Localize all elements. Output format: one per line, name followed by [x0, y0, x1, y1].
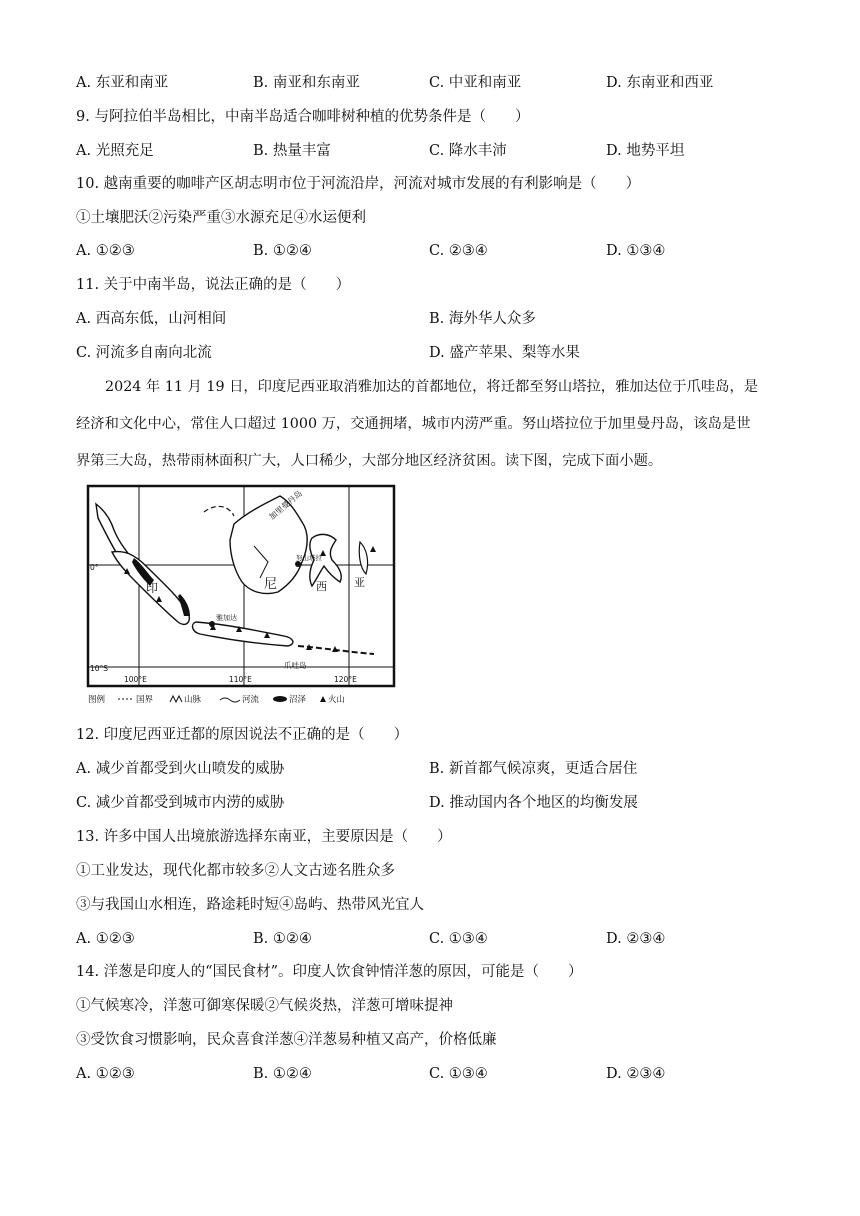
passage-line-2: 经济和文化中心，常住人口超过 1000 万，交通拥堵，城市内涝严重。努山塔拉位于加里曼丹岛，该岛是世 — [76, 416, 751, 432]
map-label-kalimantan: 加里曼丹岛 — [267, 488, 304, 522]
q8-option-c[interactable]: C. 中亚和南亚 — [429, 75, 522, 91]
q14-option-d[interactable]: D. ②③④ — [606, 1066, 666, 1082]
q9-stem: 9. 与阿拉伯半岛相比，中南半岛适合咖啡树种植的优势条件是（ ） — [76, 109, 530, 125]
q12-stem: 12. 印度尼西亚迁都的原因说法不正确的是（ ） — [76, 727, 409, 743]
map-label-lat0: 0° — [90, 563, 99, 572]
q10-option-d[interactable]: D. ①③④ — [606, 243, 666, 259]
q14-option-a[interactable]: A. ①②③ — [76, 1066, 135, 1082]
q13-items-1: ①工业发达，现代化都市较多②人文古迹名胜众多 — [76, 863, 395, 879]
q13-option-b[interactable]: B. ①②④ — [253, 931, 312, 947]
legend-volcano: 火山 — [328, 695, 346, 705]
q11-option-c[interactable]: C. 河流多自南向北流 — [76, 345, 212, 361]
q9-option-d[interactable]: D. 地势平坦 — [606, 143, 685, 159]
passage — [76, 369, 784, 480]
map-label-lon100: 100°E — [124, 675, 147, 684]
q13-option-a[interactable]: A. ①②③ — [76, 931, 135, 947]
q14-options — [76, 1064, 776, 1084]
map-label-jakarta: 雅加达 — [216, 614, 237, 622]
map-label-ya: 亚 — [354, 576, 365, 589]
legend-mountain: 山脉 — [184, 695, 202, 705]
passage-line-1: 2024 年 11 月 19 日，印度尼西亚取消雅加达的首都地位，将迁都至努山塔拉，雅加达位于爪哇岛，是 — [105, 379, 759, 395]
q10-option-a[interactable]: A. ①②③ — [76, 243, 135, 259]
q10-option-b[interactable]: B. ①②④ — [253, 243, 312, 259]
q12-option-d[interactable]: D. 推动国内各个地区的均衡发展 — [429, 795, 638, 811]
legend-river-icon — [220, 698, 240, 702]
q12-option-c[interactable]: C. 减少首都受到城市内涝的威胁 — [76, 795, 285, 811]
q14-option-c[interactable]: C. ①③④ — [429, 1066, 488, 1082]
q13-items-2: ③与我国山水相连，路途耗时短④岛屿、热带风光宜人 — [76, 897, 424, 913]
map-label-lon120: 120°E — [334, 675, 357, 684]
map-label-nusantara: 努山塔拉 — [296, 554, 322, 562]
q12-option-a[interactable]: A. 减少首都受到火山喷发的威胁 — [76, 761, 285, 777]
q9-option-c[interactable]: C. 降水丰沛 — [429, 143, 507, 159]
q11-stem: 11. 关于中南半岛，说法正确的是（ ） — [76, 277, 351, 293]
q11-option-d[interactable]: D. 盛产苹果、梨等水果 — [429, 345, 580, 361]
q8-options — [76, 73, 776, 93]
legend-border: 国界 — [136, 695, 154, 705]
q11-option-b[interactable]: B. 海外华人众多 — [429, 311, 536, 327]
passage-line-3: 界第三大岛，热带雨林面积广大，人口稀少，大部分地区经济贫困。读下图，完成下面小题。 — [76, 453, 663, 469]
legend-volcano-icon — [320, 696, 326, 702]
legend-swamp: 沼泽 — [289, 695, 307, 705]
q12-options-row2 — [76, 793, 776, 813]
legend-swamp-icon — [273, 696, 287, 702]
q14-items-1: ①气候寒冷，洋葱可御寒保暖②气候炎热，洋葱可增味提神 — [76, 998, 453, 1014]
q10-option-c[interactable]: C. ②③④ — [429, 243, 488, 259]
q8-option-a[interactable]: A. 东亚和南亚 — [76, 75, 169, 91]
q14-items-2: ③受饮食习惯影响，民众喜食洋葱④洋葱易种植又高产，价格低廉 — [76, 1032, 497, 1048]
q9-option-b[interactable]: B. 热量丰富 — [253, 143, 331, 159]
q12-option-b[interactable]: B. 新首都气候凉爽，更适合居住 — [429, 761, 638, 777]
legend-river: 河流 — [242, 695, 260, 705]
map-label-xi: 西 — [316, 580, 327, 593]
q10-options — [76, 241, 776, 261]
indonesia-map — [84, 482, 402, 710]
legend-mountain-icon — [170, 696, 182, 702]
q13-option-c[interactable]: C. ①③④ — [429, 931, 488, 947]
map-legend — [88, 694, 345, 705]
jakarta-marker — [209, 621, 215, 627]
q9-options — [76, 141, 776, 161]
q10-stem: 10. 越南重要的咖啡产区胡志明市位于河流沿岸，河流对城市发展的有利影响是（ ） — [76, 176, 641, 192]
legend-title: 图例 — [88, 695, 106, 705]
q14-stem: 14. 洋葱是印度人的“国民食材”。印度人饮食钟情洋葱的原因，可能是（ ） — [76, 964, 583, 980]
q11-options-row1 — [76, 309, 776, 329]
q13-stem: 13. 许多中国人出境旅游选择东南亚，主要原因是（ ） — [76, 829, 452, 845]
q14-option-b[interactable]: B. ①②④ — [253, 1066, 312, 1082]
q8-option-d[interactable]: D. 东南亚和西亚 — [606, 75, 714, 91]
q13-option-d[interactable]: D. ②③④ — [606, 931, 666, 947]
map-frame — [88, 486, 394, 686]
map-label-java: 爪哇岛 — [284, 661, 307, 670]
map-label-lat10s: 10°S — [90, 664, 109, 673]
q11-options-row2 — [76, 343, 776, 363]
q8-option-b[interactable]: B. 南亚和东南亚 — [253, 75, 360, 91]
q10-items: ①土壤肥沃②污染严重③水源充足④水运便利 — [76, 210, 366, 226]
q13-options — [76, 929, 776, 949]
q9-option-a[interactable]: A. 光照充足 — [76, 143, 154, 159]
map-label-yin: 印 — [146, 581, 159, 595]
q12-options-row1 — [76, 759, 776, 779]
map-label-ni: 尼 — [264, 577, 278, 592]
q11-option-a[interactable]: A. 西高东低，山河相间 — [76, 311, 227, 327]
map-label-lon110: 110°E — [229, 675, 252, 684]
